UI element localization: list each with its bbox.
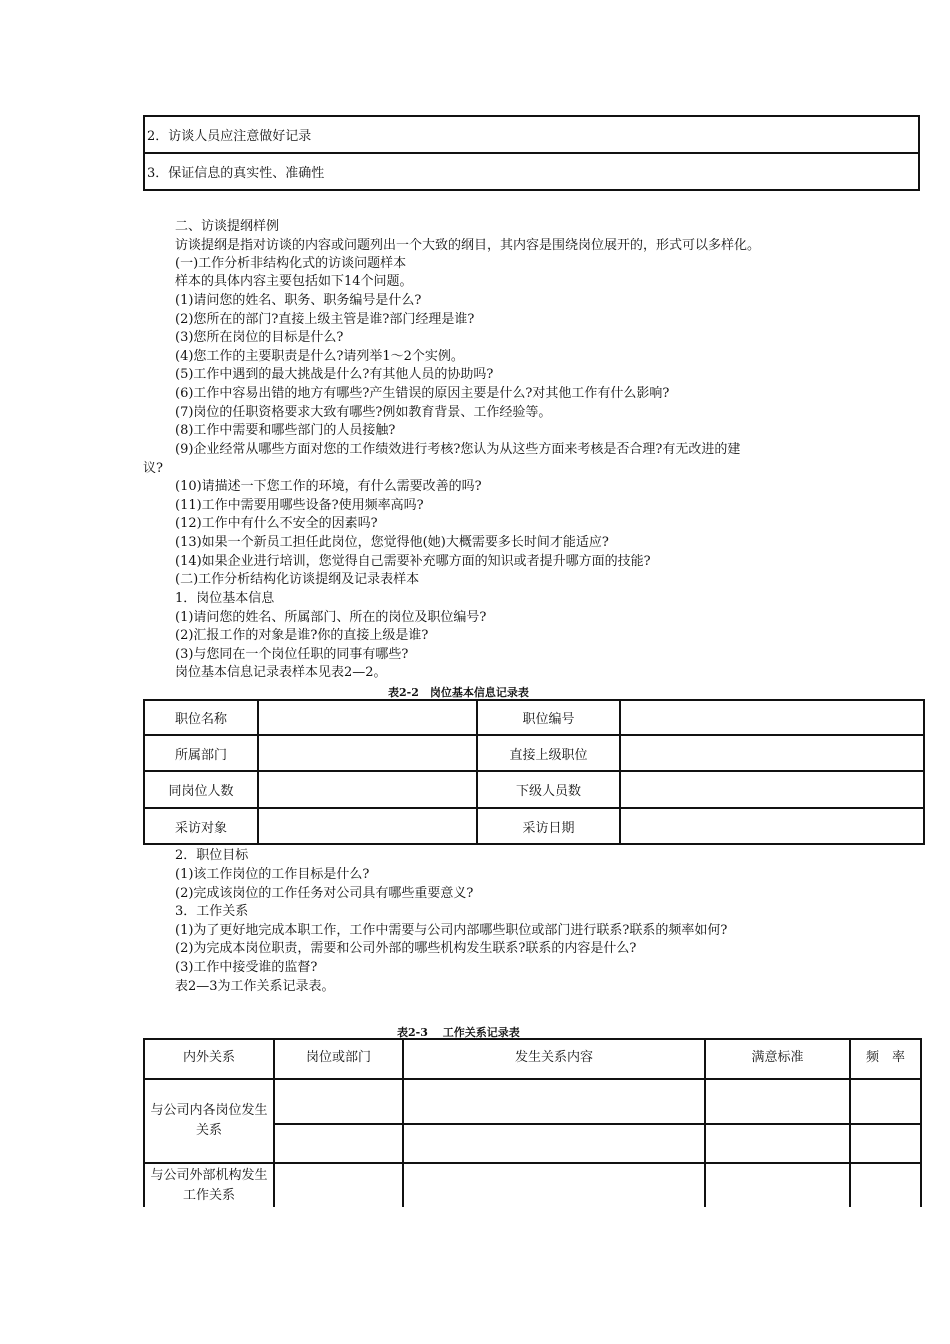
table-cell-empty <box>258 771 477 808</box>
table-cell-empty <box>705 1124 850 1163</box>
table-cell-empty <box>403 1163 705 1207</box>
header-cell: 内外关系 <box>144 1039 274 1079</box>
table-cell-empty <box>705 1163 850 1207</box>
table-cell-empty <box>850 1079 921 1124</box>
section-heading: 二、访谈提纲样例 <box>175 219 280 234</box>
text-line: 表2—3为工作关系记录表。 <box>175 979 335 994</box>
work-relations-table <box>143 1038 922 1207</box>
table-cell-empty <box>705 1079 850 1124</box>
table-cell-empty <box>850 1124 921 1163</box>
basic-info-table <box>143 699 925 845</box>
table-cell: 所属部门 <box>144 735 258 771</box>
text-line: 岗位基本信息记录表样本见表2—2。 <box>175 665 387 680</box>
table-caption: 表2-2 岗位基本信息记录表 <box>388 686 529 699</box>
table-cell: 同岗位人数 <box>144 771 258 808</box>
table-caption: 表2-3 工作关系记录表 <box>397 1026 520 1039</box>
text-line: 样本的具体内容主要包括如下14个问题。 <box>175 274 413 289</box>
header-cell: 岗位或部门 <box>274 1039 403 1079</box>
table-cell-empty <box>403 1124 705 1163</box>
question-line: (1)为了更好地完成本职工作，工作中需要与公司内部哪些职位或部门进行联系?联系的频率如何? <box>175 923 728 938</box>
row-group-label: 与公司外部机构发生工作关系 <box>144 1163 274 1207</box>
question-line: (13)如果一个新员工担任此岗位，您觉得他(她)大概需要多长时间才能适应? <box>175 535 609 550</box>
question-line-continued: 议? <box>143 461 163 476</box>
question-line: (1)该工作岗位的工作目标是什么? <box>175 867 370 882</box>
question-line: (3)您所在岗位的目标是什么? <box>175 330 344 345</box>
top-notes-table <box>143 115 920 191</box>
question-line: (3)与您同在一个岗位任职的同事有哪些? <box>175 647 409 662</box>
table-cell-empty <box>403 1079 705 1124</box>
table-cell: 下级人员数 <box>477 771 620 808</box>
question-line: (2)为完成本岗位职责，需要和公司外部的哪些机构发生联系?联系的内容是什么? <box>175 941 637 956</box>
table-cell-empty <box>258 735 477 771</box>
table-cell-empty <box>850 1163 921 1207</box>
table-cell-empty <box>258 700 477 735</box>
table-cell: 职位编号 <box>477 700 620 735</box>
question-line: (1)请问您的姓名、职务、职务编号是什么? <box>175 293 422 308</box>
question-line: (4)您工作的主要职责是什么?请列举1～2个实例。 <box>175 349 464 364</box>
table-cell-empty <box>258 808 477 844</box>
top-note-row: 2．访谈人员应注意做好记录 <box>144 116 919 153</box>
question-line: (9)企业经常从哪些方面对您的工作绩效进行考核?您认为从这些方面来考核是否合理?有无改进的建 <box>175 442 741 457</box>
table-cell-empty <box>620 735 924 771</box>
table-cell: 直接上级职位 <box>477 735 620 771</box>
question-line: (12)工作中有什么不安全的因素吗? <box>175 516 378 531</box>
header-cell: 发生关系内容 <box>403 1039 705 1079</box>
question-line: (8)工作中需要和哪些部门的人员接触? <box>175 423 396 438</box>
text-line: (一)工作分析非结构化式的访谈问题样本 <box>175 256 407 271</box>
question-line: (14)如果企业进行培训，您觉得自己需要补充哪方面的知识或者提升哪方面的技能? <box>175 554 651 569</box>
top-note-row: 3．保证信息的真实性、准确性 <box>144 153 919 190</box>
table-cell-empty <box>274 1163 403 1207</box>
question-line: (2)完成该岗位的工作任务对公司具有哪些重要意义? <box>175 886 474 901</box>
table-cell: 职位名称 <box>144 700 258 735</box>
question-line: (11)工作中需要用哪些设备?使用频率高吗? <box>175 498 424 513</box>
text-line: (二)工作分析结构化访谈提纲及记录表样本 <box>175 572 420 587</box>
table-cell: 采访对象 <box>144 808 258 844</box>
question-line: (5)工作中遇到的最大挑战是什么?有其他人员的协助吗? <box>175 367 494 382</box>
question-line: (1)请问您的姓名、所属部门、所在的岗位及职位编号? <box>175 610 487 625</box>
question-line: (2)汇报工作的对象是谁?你的直接上级是谁? <box>175 628 429 643</box>
row-group-label: 与公司内各岗位发生关系 <box>144 1079 274 1163</box>
question-line: (7)岗位的任职资格要求大致有哪些?例如教育背景、工作经验等。 <box>175 405 552 420</box>
section-heading: 2．职位目标 <box>175 848 249 863</box>
header-cell: 满意标准 <box>705 1039 850 1079</box>
table-cell-empty <box>274 1124 403 1163</box>
text-line: 1．岗位基本信息 <box>175 591 275 606</box>
table-cell-empty <box>620 700 924 735</box>
header-cell: 频 率 <box>850 1039 921 1079</box>
question-line: (2)您所在的部门?直接上级主管是谁?部门经理是谁? <box>175 312 475 327</box>
section-heading: 3．工作关系 <box>175 904 249 919</box>
question-line: (3)工作中接受谁的监督? <box>175 960 318 975</box>
question-line: (6)工作中容易出错的地方有哪些?产生错误的原因主要是什么?对其他工作有什么影响? <box>175 386 670 401</box>
table-cell: 采访日期 <box>477 808 620 844</box>
question-line: (10)请描述一下您工作的环境，有什么需要改善的吗? <box>175 479 482 494</box>
table-cell-empty <box>620 808 924 844</box>
text-line: 访谈提纲是指对访谈的内容或问题列出一个大致的纲目，其内容是围绕岗位展开的，形式可以多样化。 <box>175 238 761 253</box>
table-cell-empty <box>274 1079 403 1124</box>
table-cell-empty <box>620 771 924 808</box>
